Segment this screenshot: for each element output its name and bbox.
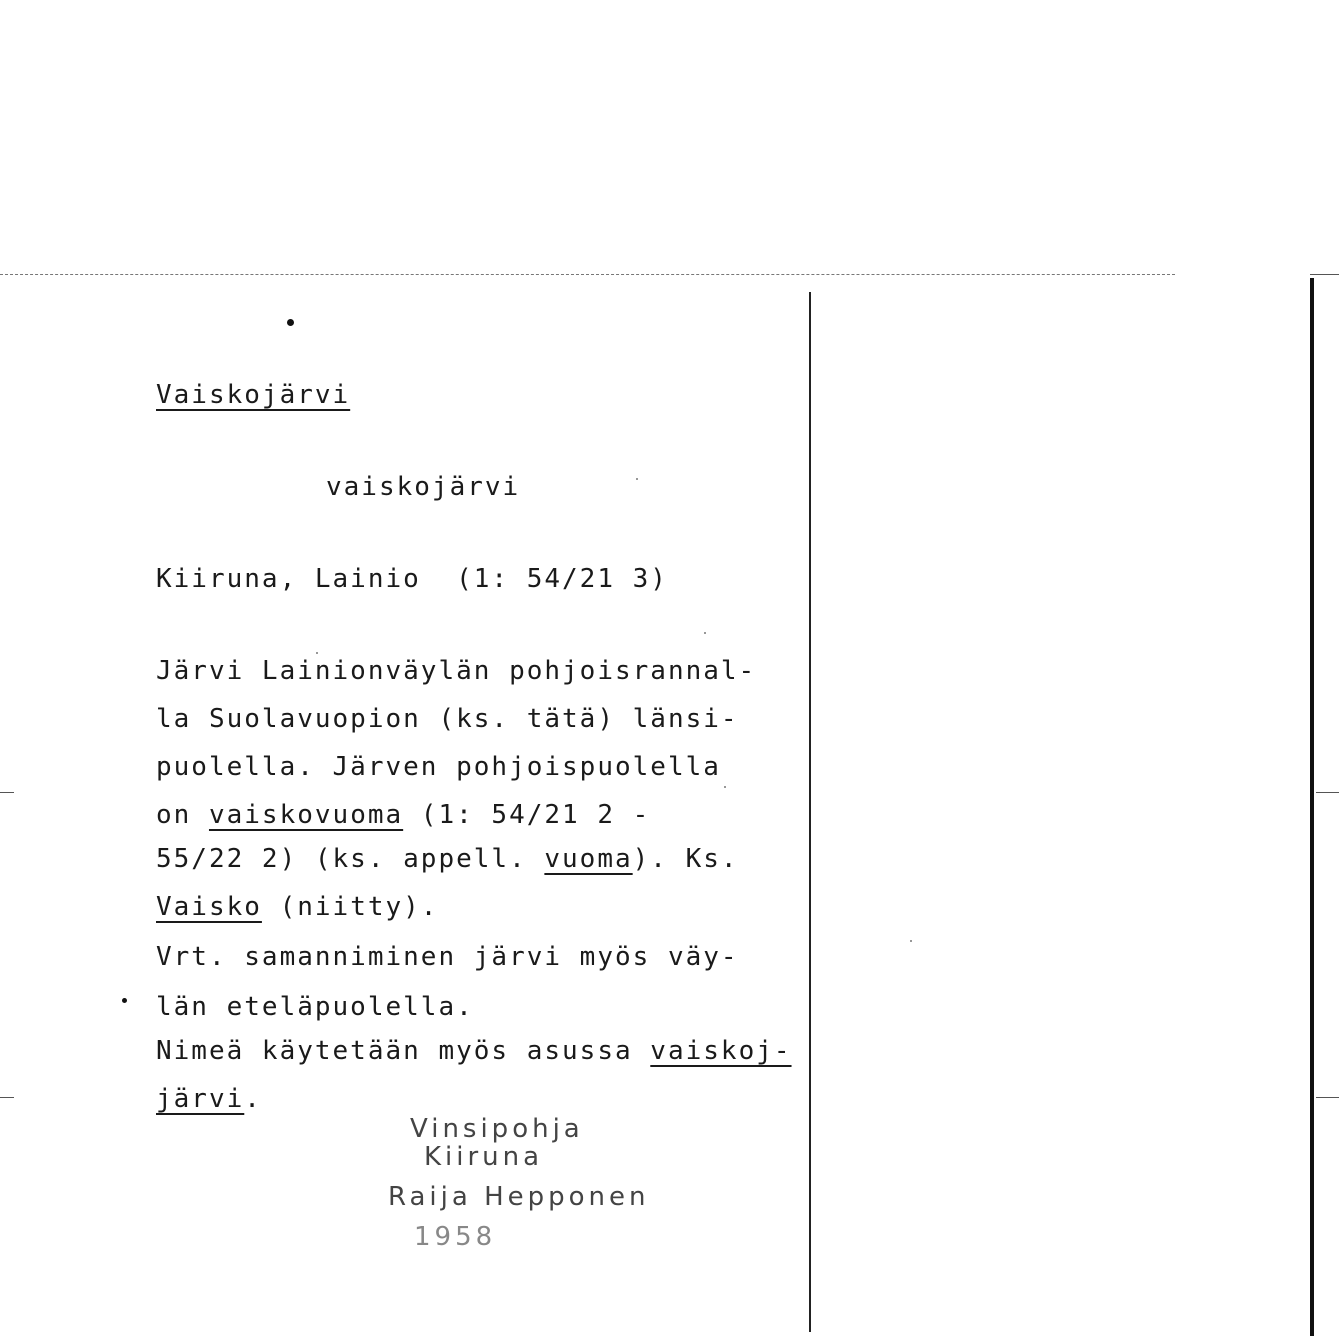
- margin-tick-left: [0, 792, 14, 793]
- cross-reference: järvi: [156, 1084, 245, 1114]
- signature-place: Vinsipohja: [410, 1114, 584, 1144]
- cross-reference: Vaisko: [156, 892, 262, 922]
- margin-tick-right: [1316, 792, 1339, 793]
- body-line: puolella. Järven pohjoispuolella: [156, 752, 721, 782]
- signature-municipality: Kiiruna: [424, 1142, 544, 1172]
- card-column-divider: [809, 292, 811, 1332]
- cross-reference: vaiskoj-: [650, 1036, 792, 1066]
- body-line: län eteläpuolella.: [156, 992, 474, 1022]
- body-text: 55/22 2) (ks. appell.: [156, 844, 545, 874]
- body-text: on: [156, 800, 209, 830]
- speck: [704, 632, 706, 634]
- body-line: [156, 1036, 792, 1066]
- ink-dot: [122, 998, 127, 1003]
- body-text: (niitty).: [261, 892, 439, 922]
- card-top-rule: [0, 274, 1175, 275]
- body-line: [156, 800, 650, 830]
- body-line: [156, 892, 438, 922]
- body-line: Järvi Lainionväylän pohjoisrannal-: [156, 656, 757, 686]
- margin-tick-right: [1316, 1097, 1339, 1098]
- body-text: ). Ks.: [632, 844, 739, 874]
- card-right-edge: [1310, 278, 1314, 1336]
- margin-tick-left: [0, 1097, 14, 1098]
- body-text: (1: 54/21 2 -: [403, 800, 651, 830]
- cross-reference: vuoma: [544, 844, 633, 874]
- body-text: .: [244, 1084, 262, 1114]
- body-line: Vrt. samanniminen järvi myös väy-: [156, 942, 739, 972]
- name-form: vaiskojärvi: [326, 472, 521, 502]
- ink-dot: [287, 319, 294, 326]
- body-text: Nimeä käytetään myös asussa: [156, 1036, 651, 1066]
- body-line: [156, 844, 739, 874]
- speck: [636, 478, 638, 480]
- cross-reference: vaiskovuoma: [208, 800, 404, 830]
- speck: [316, 652, 318, 654]
- card-top-rule-right: [1310, 274, 1339, 275]
- body-line: [156, 1084, 262, 1114]
- body-line: la Suolavuopion (ks. tätä) länsi-: [156, 704, 739, 734]
- headword: Vaiskojärvi: [156, 380, 351, 410]
- signature-year: 1958: [414, 1222, 497, 1252]
- signature-collector: Raija Hepponen: [388, 1182, 650, 1212]
- location-line: Kiiruna, Lainio (1: 54/21 3): [156, 564, 668, 594]
- speck: [910, 940, 912, 942]
- speck: [724, 786, 726, 788]
